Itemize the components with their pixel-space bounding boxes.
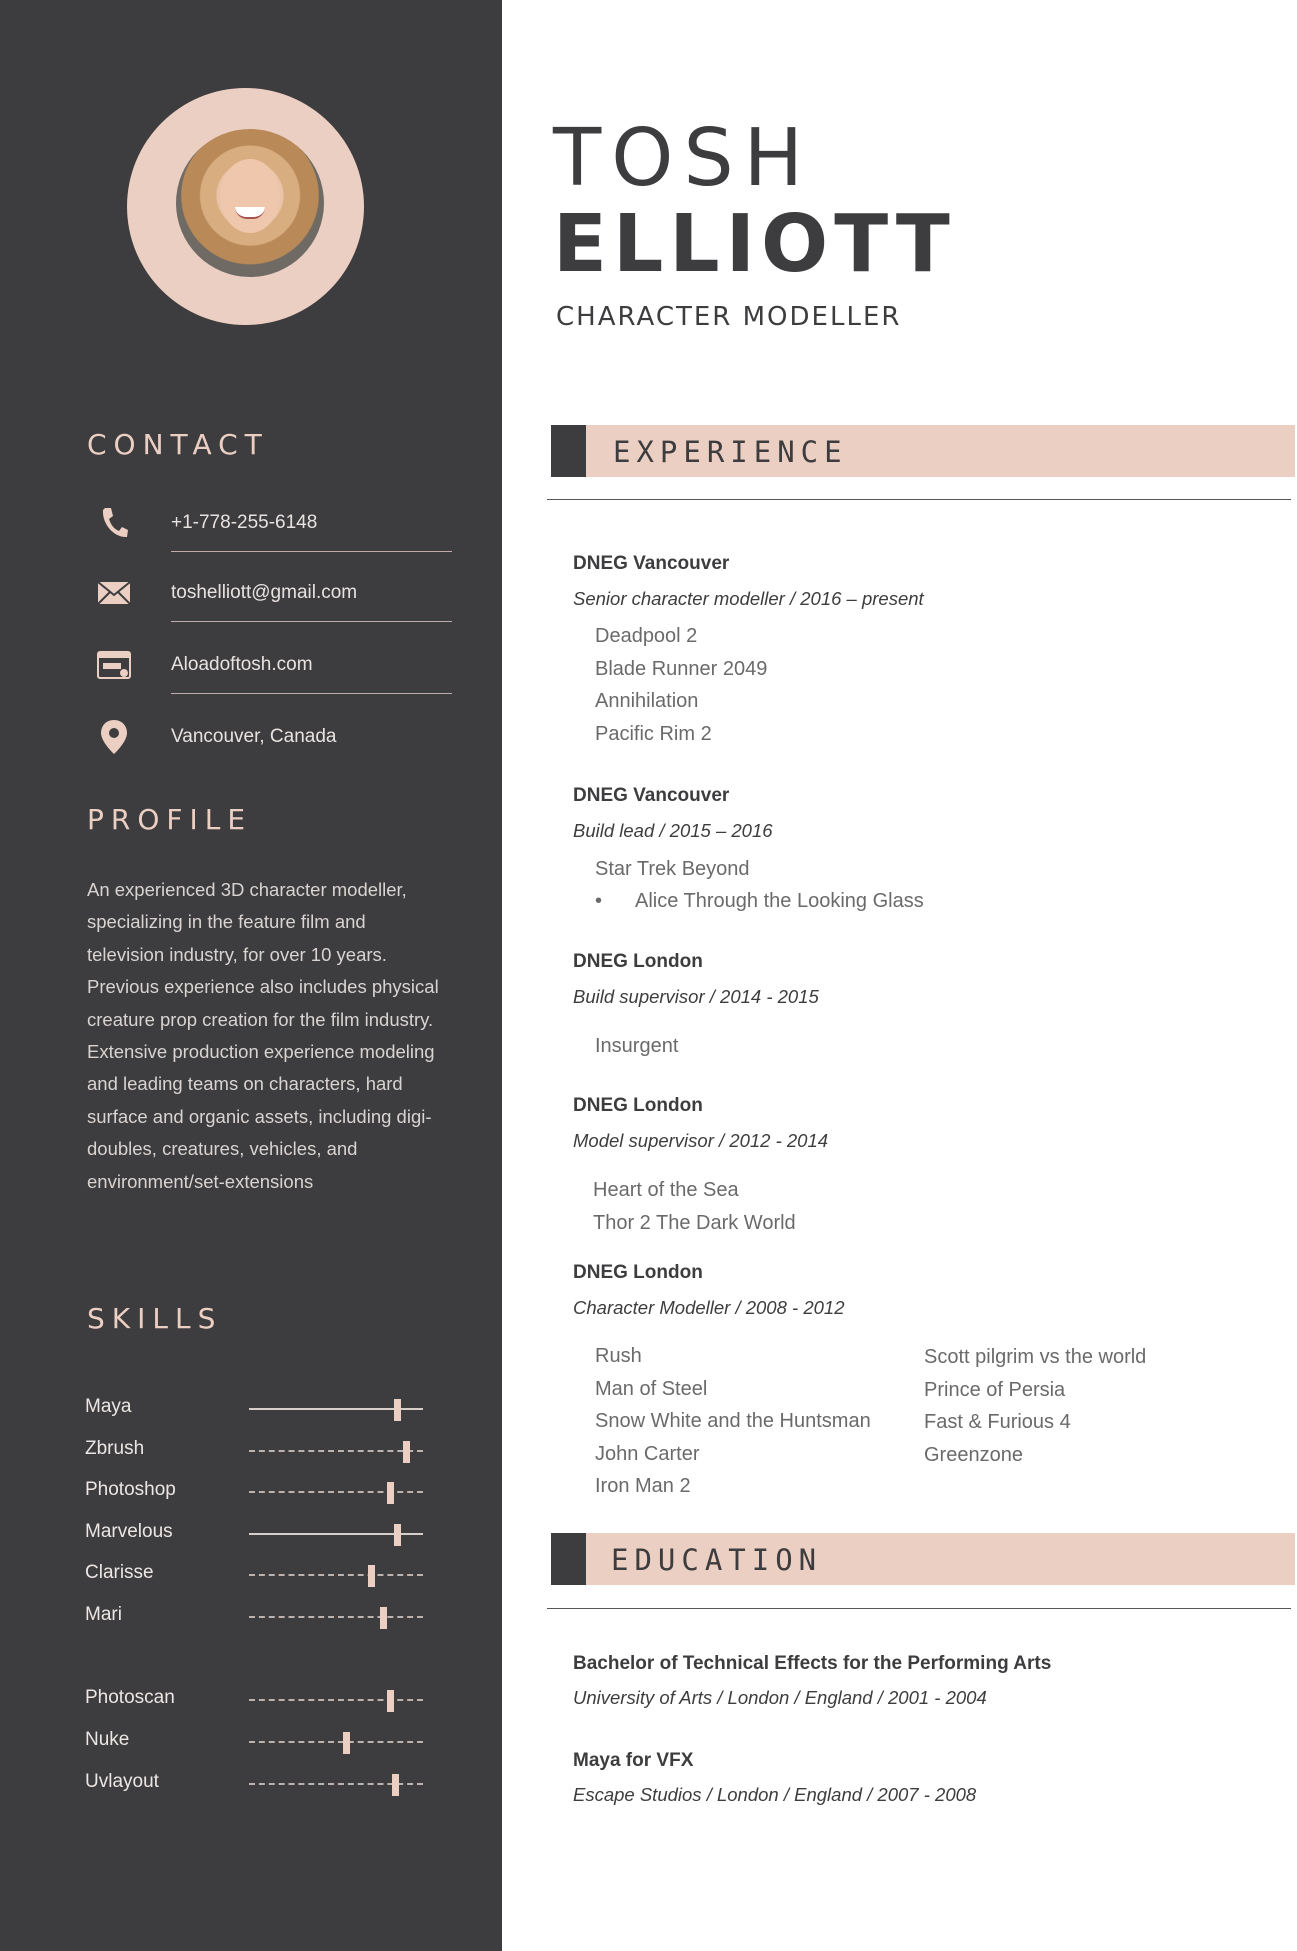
project-list-col2 — [924, 1341, 1146, 1471]
profile-heading: PROFILE — [87, 803, 253, 836]
skill-track — [249, 1741, 423, 1743]
skill-row — [85, 1767, 425, 1801]
project-item: Greenzone — [924, 1443, 1023, 1466]
job-company: DNEG London — [573, 951, 703, 972]
project-list-col1 — [595, 1340, 871, 1503]
skill-name: Uvlayout — [85, 1771, 159, 1792]
project-item: Annihilation — [595, 690, 699, 712]
contact-location-text: Vancouver, Canada — [171, 726, 337, 747]
project-item: Alice Through the Looking Glass — [635, 890, 924, 912]
project-item: Heart of the Sea — [593, 1179, 739, 1201]
contact-divider — [171, 693, 452, 694]
project-list — [593, 1174, 796, 1239]
job-company: DNEG London — [573, 1262, 703, 1283]
contact-divider — [171, 551, 452, 552]
education-degree: Maya for VFX — [573, 1750, 694, 1771]
project-item: Iron Man 2 — [595, 1475, 691, 1497]
job-company: DNEG Vancouver — [573, 785, 730, 806]
skill-level-marker — [387, 1690, 394, 1712]
contact-divider — [171, 621, 452, 622]
project-item: Scott pilgrim vs the world — [924, 1346, 1147, 1368]
contact-phone-text[interactable]: +1-778-255-6148 — [171, 512, 318, 533]
skill-level-marker — [394, 1399, 401, 1421]
contact-location — [87, 712, 452, 766]
skill-name: Mari — [85, 1604, 122, 1625]
job-company: DNEG London — [573, 1095, 703, 1116]
skill-track — [249, 1491, 423, 1493]
skill-name: Marvelous — [85, 1521, 173, 1542]
skill-row — [85, 1600, 425, 1634]
skill-name: Clarisse — [85, 1562, 154, 1583]
project-item: Star Trek Beyond — [595, 858, 750, 880]
contact-phone — [87, 498, 452, 552]
project-list — [595, 1030, 678, 1063]
contact-website — [87, 640, 452, 694]
skill-level-marker — [394, 1524, 401, 1546]
project-item: Insurgent — [595, 1035, 679, 1057]
project-item: Rush — [595, 1345, 642, 1367]
skill-name: Maya — [85, 1396, 132, 1417]
job-role: Senior character modeller / 2016 – present — [573, 588, 924, 609]
section-divider — [547, 1608, 1291, 1609]
contact-heading: CONTACT — [87, 428, 269, 461]
project-item: John Carter — [595, 1442, 700, 1465]
skill-row — [85, 1683, 425, 1717]
skill-track — [249, 1408, 423, 1410]
skill-track — [249, 1574, 423, 1576]
profile-photo — [176, 129, 324, 277]
education-section-bar — [551, 1533, 1295, 1585]
project-item: Fast & Furious 4 — [924, 1411, 1071, 1433]
education-degree: Bachelor of Technical Effects for the Performing Arts — [573, 1653, 1052, 1674]
job-role: Build lead / 2015 – 2016 — [573, 820, 773, 841]
profile-photo-frame — [127, 88, 364, 325]
project-item: Thor 2 The Dark World — [593, 1211, 796, 1234]
job-entry — [573, 785, 1273, 842]
skill-track — [249, 1616, 423, 1618]
job-company: DNEG Vancouver — [573, 553, 730, 574]
skills-heading: SKILLS — [87, 1302, 223, 1335]
contact-email — [87, 568, 452, 622]
last-name: ELLIOTT — [553, 198, 956, 290]
job-role: Character Modeller / 2008 - 2012 — [573, 1297, 845, 1318]
education-school: Escape Studios / London / England / 2007 - 2008 — [573, 1784, 977, 1805]
project-item: Deadpool 2 — [595, 625, 698, 647]
location-pin-icon — [97, 720, 131, 754]
project-item: Snow White and the Huntsman — [595, 1410, 871, 1432]
project-item: Prince of Persia — [924, 1378, 1066, 1401]
skill-level-marker — [392, 1774, 399, 1796]
skill-row — [85, 1558, 425, 1592]
job-entry — [573, 1095, 1273, 1152]
skill-row — [85, 1517, 425, 1551]
education-entry — [573, 1750, 1273, 1806]
skill-level-marker — [403, 1441, 410, 1463]
first-name: TOSH — [553, 112, 813, 204]
profile-text: An experienced 3D character modeller, specializing in the feature film and television industry, for over 10 years. Previous experience also includes physical creature prop creation for the film industry. Extensive production experience modeling and leading teams on characters, hard surface and organic assets, including digi-doubles, creatures, vehicles, and environment/set-extensions — [87, 879, 439, 1192]
skill-name: Nuke — [85, 1729, 130, 1750]
skill-row — [85, 1475, 425, 1509]
skill-track — [249, 1699, 423, 1701]
job-entry — [573, 1262, 1273, 1319]
skill-level-marker — [387, 1482, 394, 1504]
project-item: Pacific Rim 2 — [595, 722, 712, 745]
job-entry — [573, 951, 1273, 1008]
job-entry — [573, 553, 1273, 610]
skill-level-marker — [368, 1565, 375, 1587]
experience-section-bar — [551, 425, 1295, 477]
envelope-icon — [97, 576, 131, 610]
education-entry — [573, 1653, 1273, 1709]
skill-row — [85, 1725, 425, 1759]
skill-row — [85, 1392, 425, 1426]
phone-icon — [97, 506, 131, 540]
skill-track — [249, 1783, 423, 1785]
skill-level-marker — [343, 1732, 350, 1754]
job-role: Model supervisor / 2012 - 2014 — [573, 1130, 829, 1151]
skill-track — [249, 1450, 423, 1452]
section-divider — [547, 499, 1291, 500]
skill-name: Photoscan — [85, 1687, 175, 1708]
contact-email-text[interactable]: toshelliott@gmail.com — [171, 582, 358, 603]
job-title: CHARACTER MODELLER — [556, 302, 902, 332]
section-marker — [551, 425, 586, 477]
bullet-icon: • — [595, 890, 603, 912]
contact-website-text[interactable]: Aloadoftosh.com — [171, 654, 313, 675]
job-role: Build supervisor / 2014 - 2015 — [573, 986, 819, 1007]
project-list — [595, 620, 767, 750]
education-school: University of Arts / London / England / 2001 - 2004 — [573, 1687, 987, 1708]
project-item: Blade Runner 2049 — [595, 657, 768, 680]
website-icon — [97, 648, 131, 682]
section-marker — [551, 1533, 586, 1585]
photo-face — [220, 159, 280, 233]
project-list — [595, 853, 750, 886]
skill-track — [249, 1533, 423, 1535]
skill-name: Photoshop — [85, 1479, 176, 1500]
project-item: Man of Steel — [595, 1377, 708, 1400]
education-heading: EDUCATION — [611, 1543, 823, 1577]
experience-heading: EXPERIENCE — [613, 435, 848, 469]
skill-name: Zbrush — [85, 1438, 145, 1459]
sidebar — [0, 0, 502, 1951]
skill-level-marker — [380, 1607, 387, 1629]
skill-row — [85, 1434, 425, 1468]
